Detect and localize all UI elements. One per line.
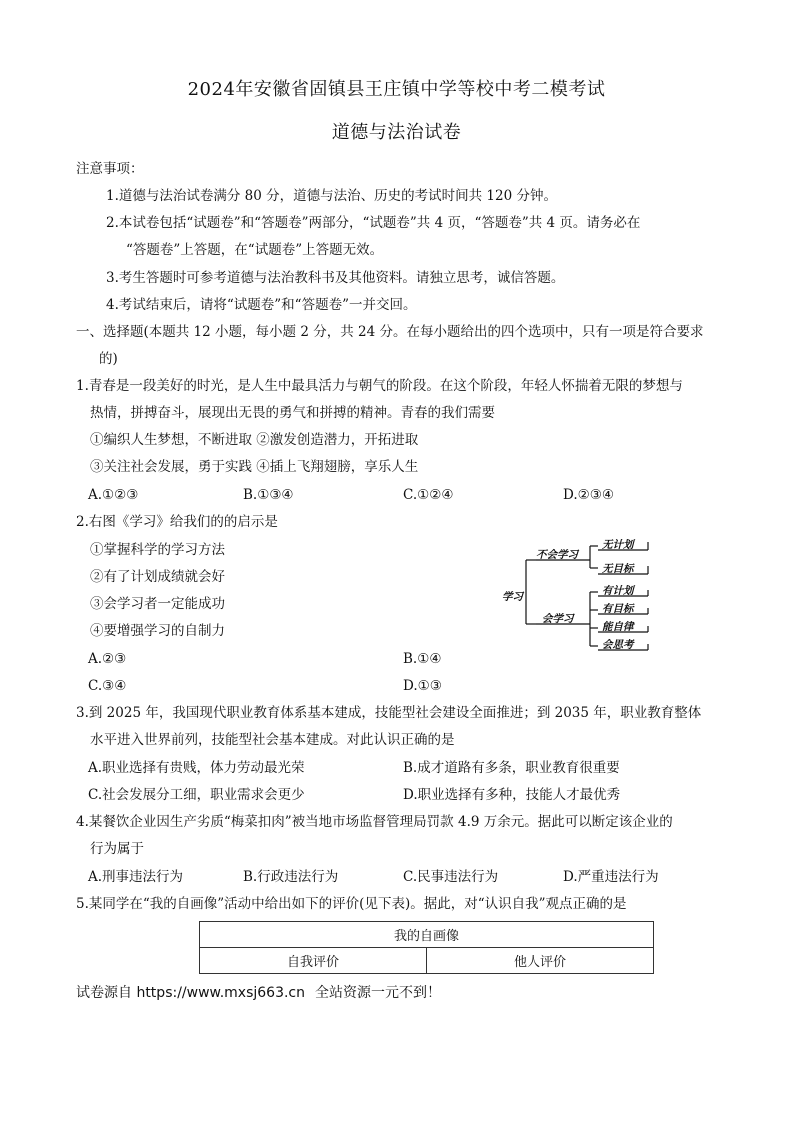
notes-item: “答题卷”上答题，在“试题卷”上答题无效。: [126, 242, 384, 258]
question-statement: ③会学习者一定能成功: [90, 596, 225, 612]
notes-item: 4.考试结束后，请将“试题卷”和“答题卷”一并交回。: [106, 297, 417, 313]
self-portrait-table: [199, 921, 654, 974]
option-a: A.刑事违法行为: [88, 869, 184, 885]
question-stem-cont: 行为属于: [90, 841, 144, 857]
option-c: C.③④: [88, 678, 127, 694]
option-c: C.社会发展分工细，职业需求会更少: [88, 787, 305, 803]
table-header-others: 他人评价: [427, 948, 654, 974]
promo-text: 全站资源一元不到！: [315, 985, 441, 1001]
question-stem: 5.某同学在“我的自画像”活动中给出如下的评价(见下表)。据此，对“认识自我”观点正确的是: [76, 896, 627, 912]
table-header-self: 自我评价: [200, 948, 427, 974]
diagram-branch-label: 会学习: [542, 613, 574, 625]
table-caption: 我的自画像: [200, 922, 654, 948]
question-statement: ①掌握科学的学习方法: [90, 542, 225, 558]
notes-item: 2.本试卷包括“试题卷”和“答题卷”两部分，“试题卷”共 4 页，“答题卷”共 4 页。请务必在: [106, 215, 641, 231]
diagram-leaf-label: 有目标: [602, 603, 634, 615]
diagram-leaf-label: 无计划: [602, 539, 634, 551]
diagram-branch-label: 不会学习: [536, 549, 578, 561]
option-d: D.②③④: [563, 487, 614, 503]
question-stem: 4.某餐饮企业因生产劣质“梅菜扣肉”被当地市场监督管理局罚款 4.9 万余元。据此可以断定该企业的: [76, 814, 673, 830]
diagram-leaf-label: 无目标: [602, 563, 634, 575]
notes-heading: 注意事项：: [76, 161, 144, 177]
question-statement: ②有了计划成绩就会好: [90, 569, 225, 585]
question-statements: ③关注社会发展，勇于实践 ④插上飞翔翅膀，享乐人生: [90, 459, 419, 475]
option-a: A.职业选择有贵贱，体力劳动最光荣: [88, 760, 305, 776]
question-statements: ①编织人生梦想，不断进取 ②激发创造潜力，开拓进取: [90, 432, 419, 448]
option-a: A.①②③: [88, 487, 139, 503]
section-heading: 一、选择题(本题共 12 小题，每小题 2 分，共 24 分。在每小题给出的四个选项中，只有一项是符合要求: [76, 324, 704, 340]
option-d: D.严重违法行为: [563, 869, 659, 885]
option-b: B.行政违法行为: [243, 869, 339, 885]
section-heading-cont: 的): [99, 351, 118, 367]
question-statement: ④要增强学习的自制力: [90, 623, 225, 639]
diagram-leaf-label: 会思考: [602, 639, 634, 651]
option-b: B.成才道路有多条，职业教育很重要: [403, 760, 620, 776]
diagram-root-label: 学习: [502, 591, 523, 603]
option-c: C.①②④: [403, 487, 454, 503]
question-stem: 2.右图《学习》给我们的的启示是: [76, 514, 278, 530]
notes-item: 3.考生答题时可参考道德与法治教科书及其他资料。请独立思考，诚信答题。: [106, 270, 565, 286]
option-b: B.①④: [403, 651, 442, 667]
option-d: D.①③: [403, 678, 442, 694]
option-c: C.民事违法行为: [403, 869, 499, 885]
question-stem: 1.青春是一段美好的时光，是人生中最具活力与朝气的阶段。在这个阶段，年轻人怀揣着无限的梦想与: [76, 378, 683, 394]
learning-tree-diagram: [498, 536, 658, 654]
option-a: A.②③: [88, 651, 127, 667]
exam-title: 2024年安徽省固镇县王庄镇中学等校中考二模考试: [187, 79, 606, 100]
question-stem-cont: 热情，拼搏奋斗，展现出无畏的勇气和拼搏的精神。青春的我们需要: [90, 405, 495, 421]
option-b: B.①③④: [243, 487, 294, 503]
diagram-leaf-label: 能自律: [602, 621, 634, 633]
source-footer: [76, 984, 441, 1002]
diagram-leaf-label: 有计划: [602, 585, 634, 597]
question-stem-cont: 水平进入世界前列，技能型社会基本建成。对此认识正确的是: [90, 732, 455, 748]
source-link-text[interactable]: 试卷源自 https://www.mxsj663.cn: [76, 985, 305, 1001]
question-stem: 3.到 2025 年，我国现代职业教育体系基本建成，技能型社会建设全面推进；到 2035 年，职业教育整体: [76, 705, 702, 721]
option-d: D.职业选择有多种，技能人才最优秀: [403, 787, 621, 803]
exam-subtitle: 道德与法治试卷: [331, 122, 462, 143]
notes-item: 1.道德与法治试卷满分 80 分，道德与法治、历史的考试时间共 120 分钟。: [106, 188, 557, 204]
